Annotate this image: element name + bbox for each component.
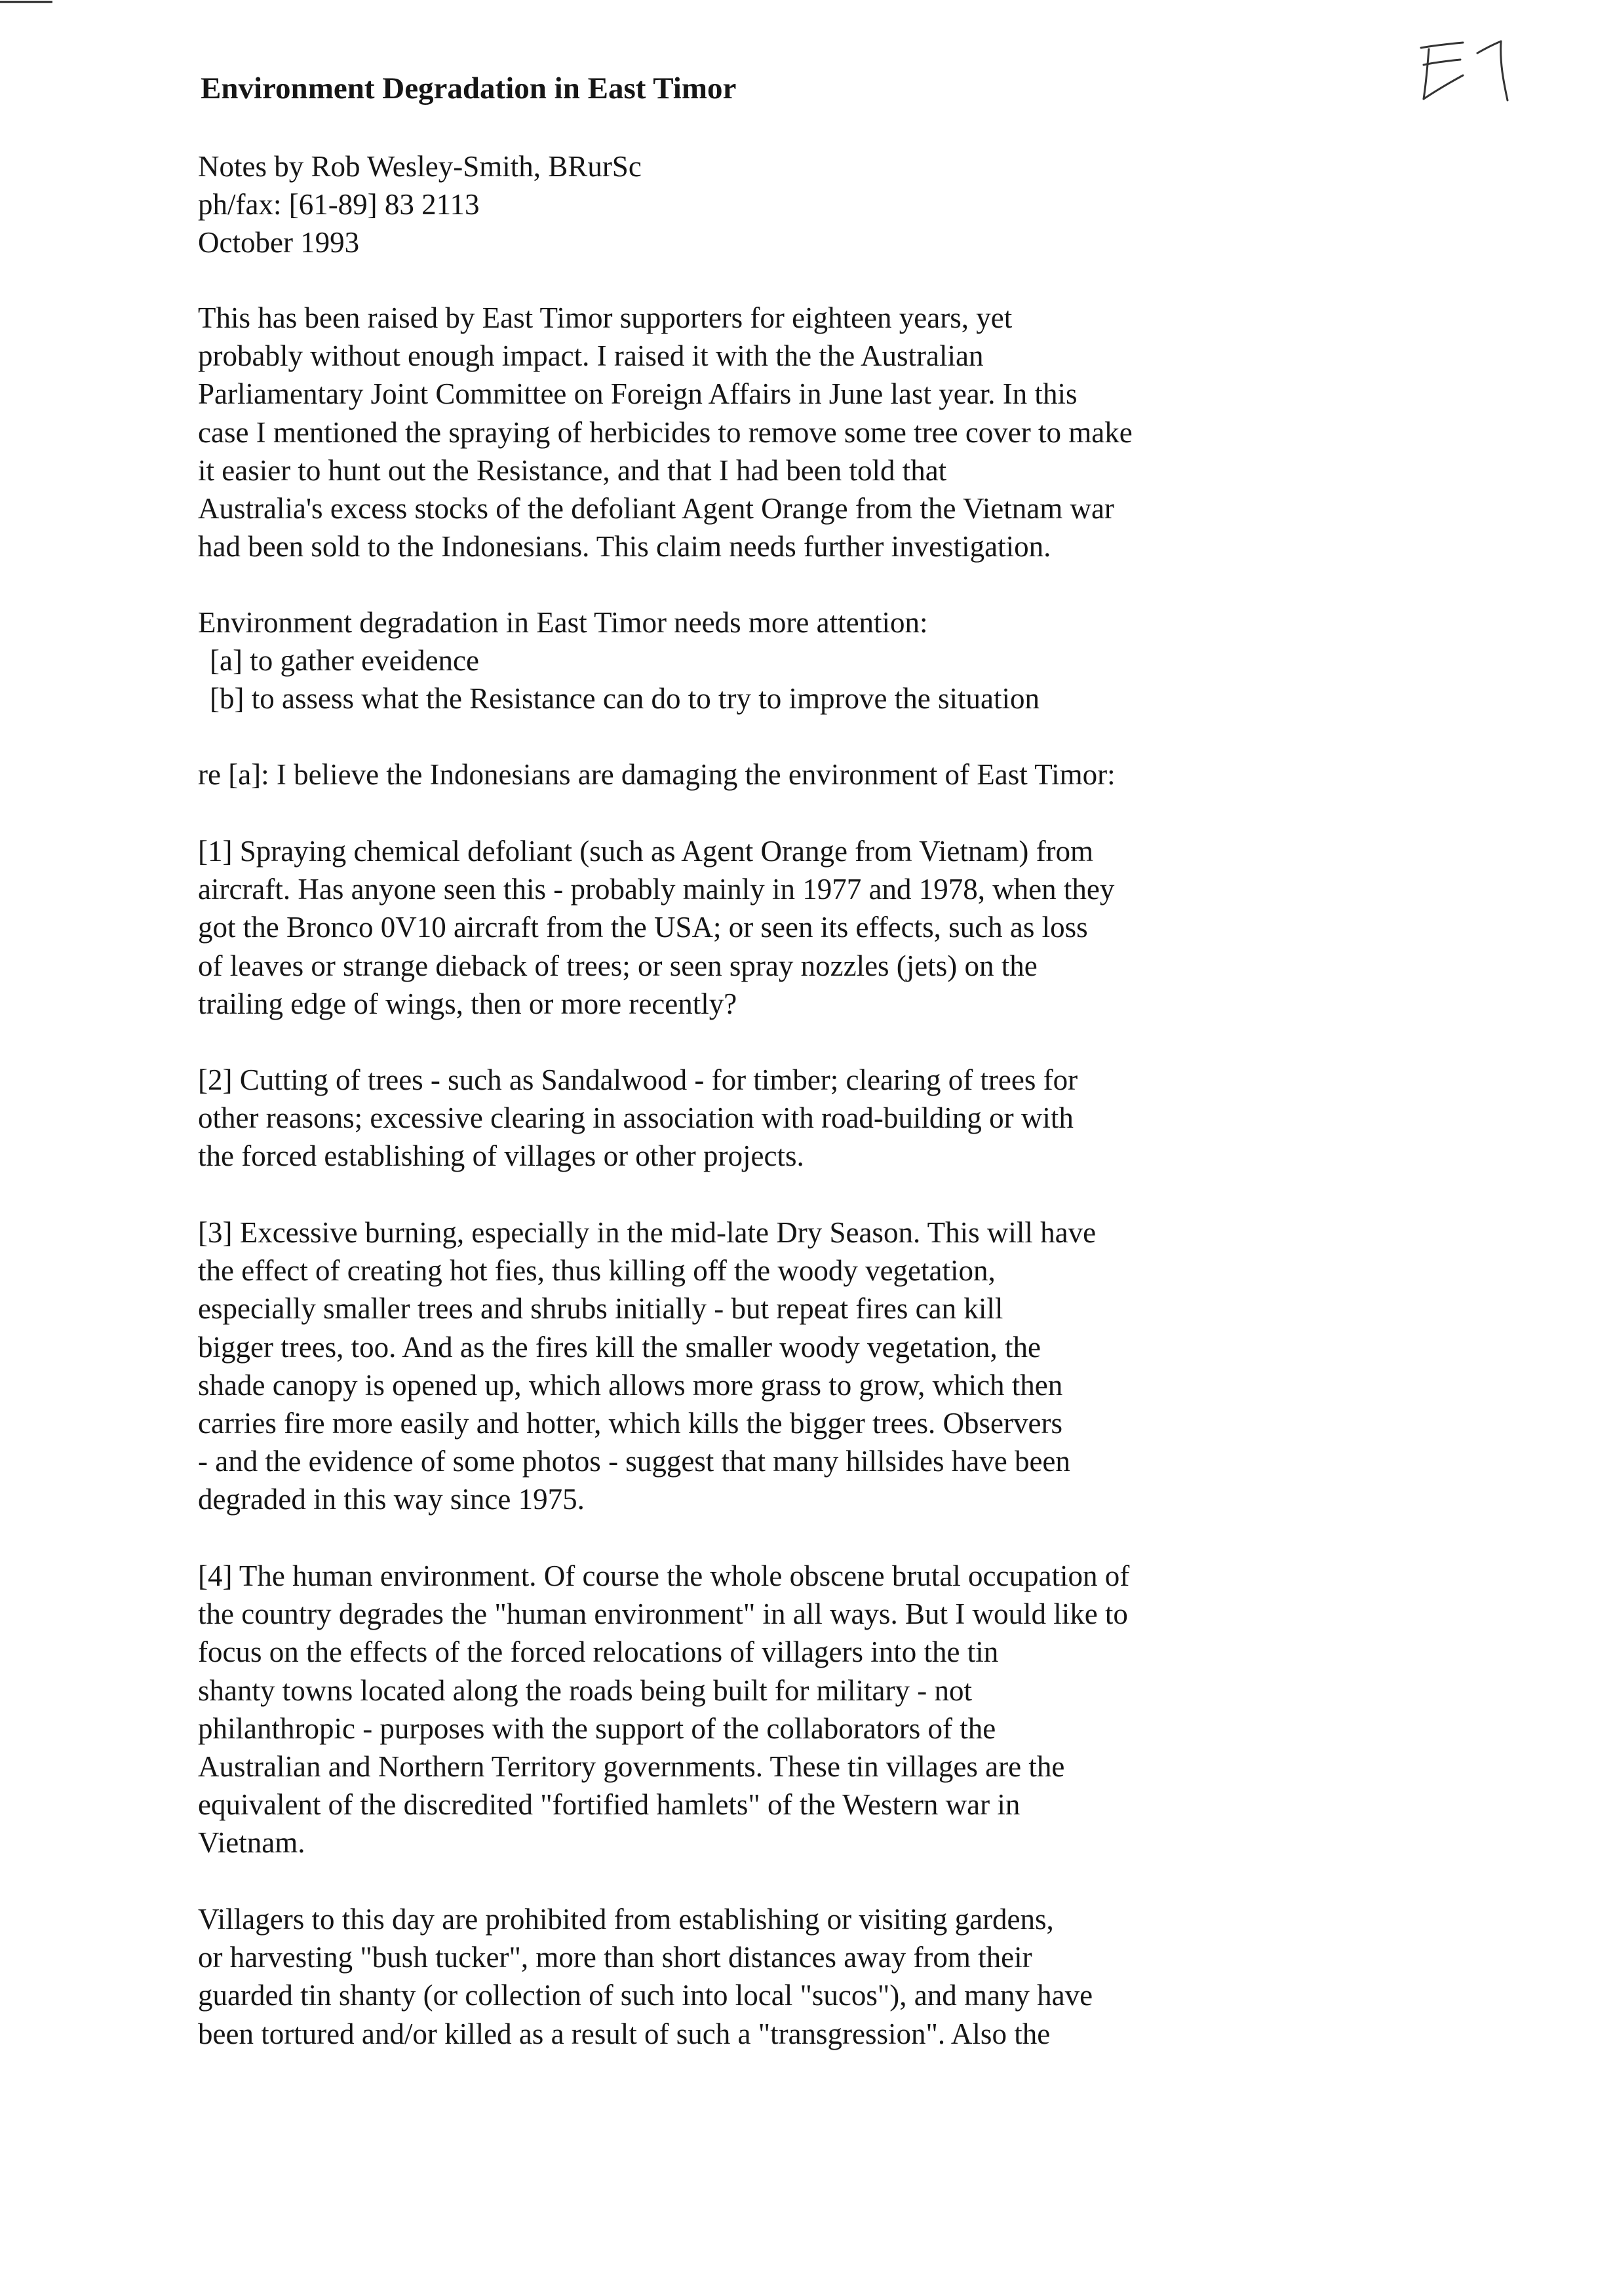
paragraph-line: Australian and Northern Territory governments. These tin villages are the [198,1750,1065,1783]
paragraph-line: Vietnam. [198,1826,305,1860]
villagers-paragraph [198,1900,1496,2053]
author-line: Notes by Rob Wesley-Smith, BRurSc [198,150,642,183]
paragraph-line: aircraft. Has anyone seen this - probably mainly in 1977 and 1978, when they [198,873,1115,906]
paragraph-line: bigger trees, too. And as the fires kill the smaller woody vegetation, the [198,1330,1041,1364]
paragraph-line: This has been raised by East Timor supporters for eighteen years, yet [198,301,1013,334]
paragraph-line: philanthropic - purposes with the support of the collaborators of the [198,1712,996,1745]
paragraph-line: Environment degradation in East Timor needs more attention: [198,606,928,639]
paragraph-line: [1] Spraying chemical defoliant (such as Agent Orange from Vietnam) from [198,835,1094,868]
paragraph-line: guarded tin shanty (or collection of such into local "sucos"), and many have [198,1979,1093,2012]
paragraph-line: shanty towns located along the roads being built for military - not [198,1674,973,1707]
paragraph-line: Parliamentary Joint Committee on Foreign Affairs in June last year. In this [198,377,1078,411]
paragraph-line: [2] Cutting of trees - such as Sandalwood - for timber; clearing of trees for [198,1063,1078,1096]
attention-paragraph [198,603,1496,718]
phone-fax-line: ph/fax: [61-89] 83 2113 [198,188,480,221]
handwritten-e1-annotation [1409,36,1521,108]
paragraph-line: Villagers to this day are prohibited from establishing or visiting gardens, [198,1903,1054,1936]
paragraph-line: probably without enough impact. I raised it with the the Australian [198,339,984,373]
paragraph-line: been tortured and/or killed as a result of such a "transgression". Also the [198,2017,1051,2050]
point-2-paragraph [198,1061,1496,1176]
paragraph-line: of leaves or strange dieback of trees; or seen spray nozzles (jets) on the [198,949,1038,982]
point-3-paragraph [198,1214,1496,1519]
paragraph-line: the country degrades the "human environment" in all ways. But I would like to [198,1598,1128,1631]
paragraph-line: the forced establishing of villages or other projects. [198,1139,804,1173]
paragraph-line: case I mentioned the spraying of herbicides to remove some tree cover to make [198,415,1133,449]
paragraph-line: - and the evidence of some photos - suggest that many hillsides have been [198,1445,1070,1478]
scan-edge-mark [0,0,52,4]
paragraph-line: shade canopy is opened up, which allows more grass to grow, which then [198,1368,1063,1402]
paragraph-line: the effect of creating hot fies, thus killing off the woody vegetation, [198,1254,996,1288]
paragraph-line: especially smaller trees and shrubs initially - but repeat fires can kill [198,1292,1003,1326]
list-item-a: [a] to gather eveidence [210,644,479,678]
paragraph-line: Australia's excess stocks of the defoliant Agent Orange from the Vietnam war [198,491,1114,525]
date-line: October 1993 [198,226,360,259]
paragraph-line: trailing edge of wings, then or more recently? [198,987,737,1020]
paragraph-line: focus on the effects of the forced relocations of villagers into the tin [198,1636,999,1669]
re-a-paragraph [198,756,1496,794]
paragraph-line: [3] Excessive burning, especially in the mid-late Dry Season. This will have [198,1216,1097,1249]
paragraph-line: or harvesting "bush tucker", more than short distances away from their [198,1941,1032,1974]
list-item-b: [b] to assess what the Resistance can do to try to improve the situation [210,682,1040,716]
author-info-block [198,147,1496,262]
paragraph-line: degraded in this way since 1975. [198,1483,585,1516]
paragraph-line: it easier to hunt out the Resistance, and that I had been told that [198,453,947,487]
paragraph-line: carries fire more easily and hotter, which kills the bigger trees. Observers [198,1406,1062,1440]
paragraph-line: other reasons; excessive clearing in association with road-building or with [198,1101,1074,1135]
paragraph-line: had been sold to the Indonesians. This claim needs further investigation. [198,530,1051,564]
paragraph-line: [4] The human environment. Of course the whole obscene brutal occupation of [198,1559,1130,1592]
point-1-paragraph [198,832,1496,1023]
point-4-paragraph [198,1557,1496,1862]
intro-paragraph [198,299,1496,565]
document-title: Environment Degradation in East Timor [201,71,737,105]
paragraph-line: equivalent of the discredited "fortified hamlets" of the Western war in [198,1788,1021,1822]
paragraph-line: re [a]: I believe the Indonesians are damaging the environment of East Timor: [198,758,1116,791]
paragraph-line: got the Bronco 0V10 aircraft from the USA; or seen its effects, such as loss [198,911,1088,944]
